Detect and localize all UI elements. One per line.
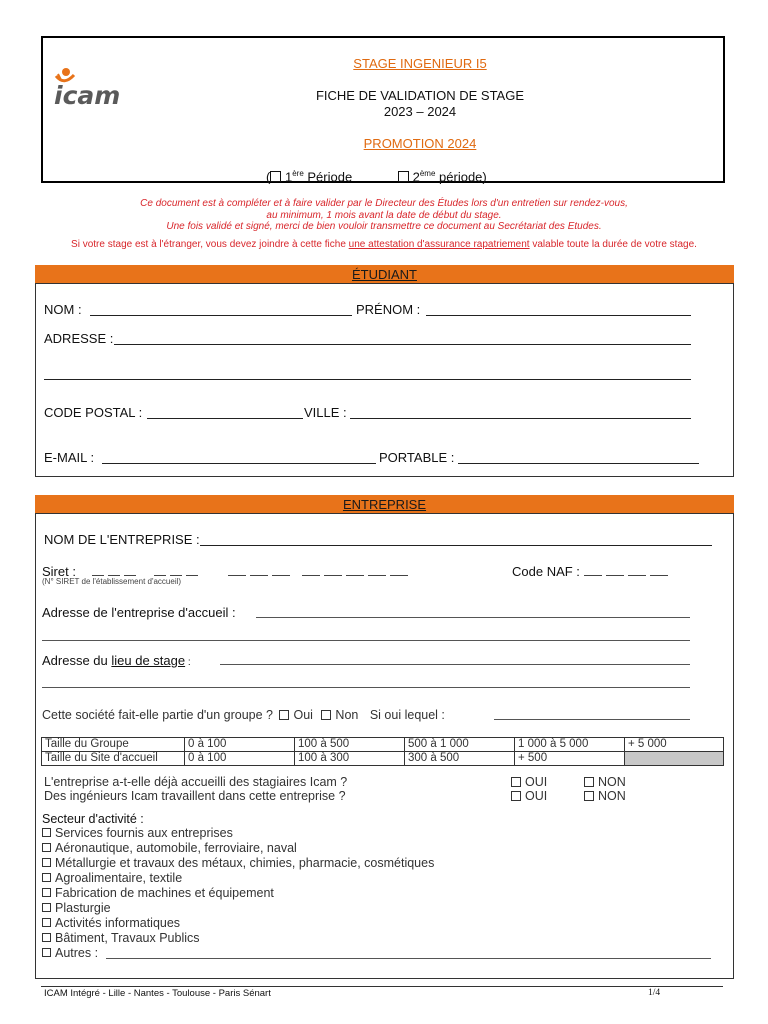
- secteur-title: Secteur d'activité :: [42, 812, 144, 826]
- entreprise-section-header: ENTREPRISE: [35, 495, 734, 513]
- list-item[interactable]: Autres :: [42, 946, 434, 961]
- q-ingenieurs-oui[interactable]: OUI: [511, 789, 547, 803]
- email-field[interactable]: [102, 463, 376, 464]
- nom-entreprise-field[interactable]: [200, 545, 712, 546]
- adresse-field-2[interactable]: [44, 379, 691, 380]
- email-label: E-MAIL :: [44, 450, 95, 465]
- icam-logo: [52, 62, 132, 110]
- nom-field[interactable]: [90, 315, 352, 316]
- list-item[interactable]: Métallurgie et travaux des métaux, chimies, pharmacie, cosmétiques: [42, 856, 434, 871]
- secteur-list: [42, 826, 434, 961]
- prenom-label: PRÉNOM :: [356, 302, 421, 317]
- code-naf-label: Code NAF :: [512, 564, 580, 579]
- checkbox-icon[interactable]: [42, 858, 51, 867]
- checkbox-icon[interactable]: [584, 777, 594, 787]
- checkbox-icon[interactable]: [584, 791, 594, 801]
- checkbox-icon[interactable]: [511, 777, 521, 787]
- footer-divider: [41, 986, 723, 987]
- autres-field[interactable]: [106, 958, 711, 959]
- periode-1[interactable]: ( 1ère Période: [266, 169, 353, 185]
- checkbox-icon[interactable]: [42, 888, 51, 897]
- ville-field[interactable]: [350, 418, 691, 419]
- page-number: 1/4: [648, 988, 661, 998]
- list-item[interactable]: Activités informatiques: [42, 916, 434, 931]
- stage-title: STAGE INGENIEUR I5: [353, 56, 487, 71]
- list-item[interactable]: Services fournis aux entreprises: [42, 826, 434, 841]
- groupe-question: Cette société fait-elle partie d'un groupe ? Oui Non Si oui lequel :: [42, 708, 445, 722]
- checkbox-icon[interactable]: [270, 171, 281, 182]
- nom-label: NOM :: [44, 302, 82, 317]
- table-row: Taille du Site d'accueil 0 à 100 100 à 300 300 à 500 + 500: [42, 752, 724, 766]
- list-item[interactable]: Aéronautique, automobile, ferroviaire, naval: [42, 841, 434, 856]
- prenom-field[interactable]: [426, 315, 691, 316]
- list-item[interactable]: Plasturgie: [42, 901, 434, 916]
- fiche-years: 2023 – 2024: [383, 104, 457, 119]
- checkbox-icon[interactable]: [42, 903, 51, 912]
- adresse-accueil-label: Adresse de l'entreprise d'accueil :: [42, 605, 236, 620]
- q-ingenieurs-non[interactable]: NON: [584, 789, 626, 803]
- q-stagiaires-non[interactable]: NON: [584, 775, 626, 789]
- list-item[interactable]: Agroalimentaire, textile: [42, 871, 434, 886]
- checkbox-icon[interactable]: [42, 828, 51, 837]
- adresse-lieu-field-2[interactable]: [42, 687, 690, 688]
- siret-field[interactable]: [92, 566, 414, 576]
- fiche-title: FICHE DE VALIDATION DE STAGE: [315, 88, 525, 103]
- checkbox-icon[interactable]: [42, 873, 51, 882]
- etudiant-section-header: ÉTUDIANT: [35, 265, 734, 283]
- checkbox-icon[interactable]: [42, 918, 51, 927]
- checkbox-icon[interactable]: [42, 843, 51, 852]
- ville-label: VILLE :: [304, 405, 347, 420]
- nom-entreprise-label: NOM DE L'ENTREPRISE :: [44, 532, 200, 547]
- adresse-lieu-label: Adresse du lieu de stage :: [42, 653, 191, 668]
- notice-line-2: au minimum, 1 mois avant la date de début du stage.: [266, 210, 502, 221]
- code-postal-label: CODE POSTAL :: [44, 405, 143, 420]
- q-stagiaires-oui[interactable]: OUI: [511, 775, 547, 789]
- siret-label: Siret :: [42, 564, 76, 579]
- adresse-label: ADRESSE :: [44, 331, 114, 346]
- adresse-lieu-field[interactable]: [220, 664, 690, 665]
- checkbox-icon[interactable]: [321, 710, 331, 720]
- periode-2[interactable]: 2ème période): [398, 169, 487, 184]
- notice-warning: Si votre stage est à l'étranger, vous devez joindre à cette fiche une attestation d'assurance rapatriement valable toute la durée de votre stage.: [71, 239, 697, 250]
- checkbox-icon[interactable]: [398, 171, 409, 182]
- checkbox-icon[interactable]: [511, 791, 521, 801]
- checkbox-icon[interactable]: [42, 948, 51, 957]
- q-stagiaires: L'entreprise a-t-elle déjà accueilli des stagiaires Icam ?: [44, 775, 348, 789]
- adresse-accueil-field-2[interactable]: [42, 640, 690, 641]
- list-item[interactable]: Bâtiment, Travaux Publics: [42, 931, 434, 946]
- checkbox-icon[interactable]: [279, 710, 289, 720]
- svg-text:icam: icam: [54, 81, 121, 110]
- q-ingenieurs: Des ingénieurs Icam travaillent dans cette entreprise ?: [44, 789, 346, 803]
- checkbox-icon[interactable]: [42, 933, 51, 942]
- taille-table: [41, 737, 724, 766]
- promotion-title: PROMOTION 2024: [363, 136, 477, 151]
- groupe-lequel-field[interactable]: [494, 719, 690, 720]
- list-item[interactable]: Fabrication de machines et équipement: [42, 886, 434, 901]
- notice-line-1: Ce document est à compléter et à faire valider par le Directeur des Études lors d'un entretien sur rendez-vous,: [140, 198, 628, 209]
- notice-line-3: Une fois validé et signé, merci de bien vouloir transmettre ce document au Secrétariat des Etudes.: [166, 221, 602, 232]
- portable-field[interactable]: [458, 463, 699, 464]
- siret-note: (N° SIRET de l'établissement d'accueil): [42, 577, 182, 586]
- adresse-field[interactable]: [114, 344, 691, 345]
- portable-label: PORTABLE :: [379, 450, 455, 465]
- code-postal-field[interactable]: [147, 418, 303, 419]
- table-row: Taille du Groupe 0 à 100 100 à 500 500 à 1 000 1 000 à 5 000 + 5 000: [42, 738, 724, 752]
- adresse-accueil-field[interactable]: [256, 617, 690, 618]
- footer-text: ICAM Intégré - Lille - Nantes - Toulouse - Paris Sénart: [44, 988, 271, 999]
- code-naf-field[interactable]: [584, 566, 676, 576]
